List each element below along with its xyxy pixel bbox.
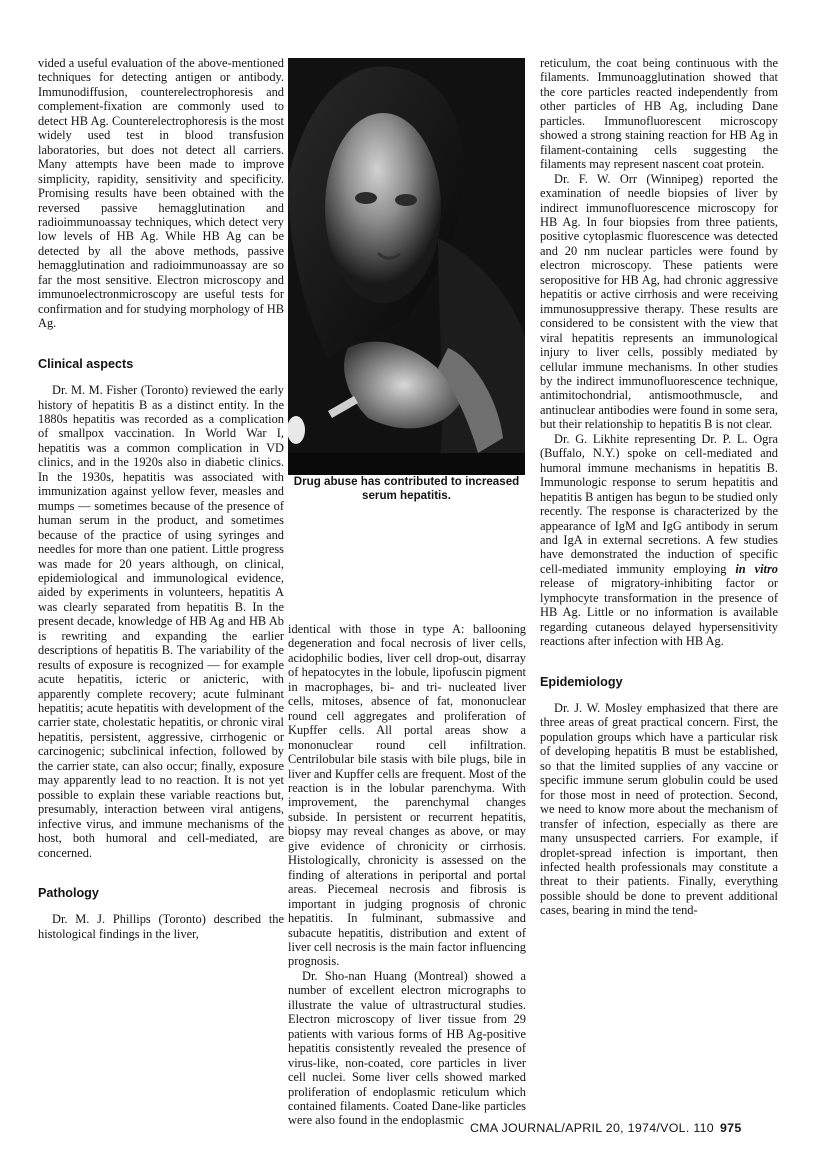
in-vitro-term: in vitro bbox=[735, 561, 778, 576]
page-footer bbox=[470, 1121, 800, 1135]
photograph-drug-abuse bbox=[288, 58, 525, 475]
heading-epidemiology: Epidemiology bbox=[540, 674, 623, 689]
column-right bbox=[540, 56, 778, 918]
photo-illustration bbox=[288, 58, 525, 475]
journal-citation: CMA JOURNAL/APRIL 20, 1974/VOL. 110 bbox=[470, 1121, 714, 1135]
page-number: 975 bbox=[719, 1121, 742, 1135]
paragraph-techniques: vided a useful evaluation of the above-mentioned techniques for detecting antigen or antibody. Immunodiffusion, counterelectrophoresis and complement-fixation are commonly used to detect HB Ag. Counterelectrophoresis is the most widely used test in blood transfusion laboratories, but does not detect all carriers. Many attempts have been made to improve simplicity, rapidity, sensitivity and specificity. Promising results have been obtained with the reversed passive hemagglutination and radioimmunoassay techniques, which detect very low levels of HB Ag. While HB Ag can be detected by all the above methods, passive hemagglutination and radioimmunoassay are so far the most sensitive. Electron microscopy and immunoelectronmicroscopy are useful tests for confirmation and for studying morphology of HB Ag. bbox=[38, 56, 284, 331]
paragraph-mosley: Dr. J. W. Mosley emphasized that there are three areas of great practical concern. First, the population groups which have a particular risk of developing hepatitis B must be established, so that the limited supplies of any vaccine or specific immune serum globulin could be used for those most in need of protection. Second, we need to know more about the mechanism of transfer of infection, especially as there are many unsuspected carriers. For example, if droplet-spread infection is important, then infected health professionals may constitute a threat to their patients. Finally, everything possible should be done to prevent additional cases, bearing in mind the tend- bbox=[540, 701, 778, 918]
paragraph-likhite bbox=[540, 432, 778, 649]
paragraph-orr: Dr. F. W. Orr (Winnipeg) reported the examination of needle biopsies of liver by indirect immunofluorescence microscopy for HB Ag. In four biopsies from three patients, positive cytoplasmic fluorescence was detected and 20 nm nuclear particles were found by electron microscopy. These patients were seropositive for HB Ag, had chronic aggressive hepatitis or active cirrhosis and were receiving immunosuppressive therapy. These results are considered to be consistent with the view that viral hepatitis represents an immunological injury to liver cells, possibly mediated by cellular immune mechanisms. In other studies by the indirect immunofluorescence technique, antimitochondrial, antismoothmuscle, and antinuclear antibodies were found in some sera, but their relationship to hepatitis B is not clear. bbox=[540, 171, 778, 432]
photo-caption: Drug abuse has contributed to increased serum hepatitis. bbox=[293, 475, 520, 502]
column-middle bbox=[288, 622, 526, 1128]
paragraph-huang: Dr. Sho-nan Huang (Montreal) showed a number of excellent electron micrographs to illustrate the value of ultrastructural studies. Electron microscopy of liver tissue from 29 patients with various forms of HB Ag-positive hepatitis consistently revealed the presence of virus-like, non-coated, core particles in liver cell nuclei. Some liver cells showed marked proliferation of endoplasmic reticulum which contained filaments. Coated Dane-like particles were also found in the endoplasmic bbox=[288, 968, 526, 1128]
paragraph-histology: identical with those in type A: ballooning degeneration and focal necrosis of liver cells, acidophilic bodies, liver cell drop-out, disarray of hepatocytes in the lobule, lipofuscin pigment in macrophages, bi- and tri- nucleated liver cells, mitoses, absence of fat, mononuclear round cell aggregates and proliferation of Kupffer cells. All portal areas show a mononuclear round cell infiltration. Centrilobular bile stasis with bile plugs, bile in liver and Kupffer cells are frequent. Most of the reaction is in the lobular parenchyma. With improvement, the parenchymal changes subside. In persistent or recurrent hepatitis, biopsy may reveal changes as above, or may give evidence of chronicity or cirrhosis. Histologically, chronicity is assessed on the finding of alterations in periportal and portal areas. Piecemeal necrosis and fibrosis is important in judging prognosis of chronic hepatitis. In fulminant, submassive and subacute hepatitis, distribution and extent of liver cell necrosis is the main factor influencing prognosis. bbox=[288, 622, 526, 969]
likhite-text-end: release of migratory-inhibiting factor or lymphocyte transformation in the presence of HB Ag. Little or no information is available regarding cutaneous delayed hypersensitivity reactions after infection with HB Ag. bbox=[540, 576, 778, 649]
paragraph-fisher: Dr. M. M. Fisher (Toronto) reviewed the early history of hepatitis B as a distinct entity. In the 1880s hepatitis was recorded as a complication of smallpox vaccination. In World War I, hepatitis was a common complication in VD clinics, and in the 1920s also in diabetic clinics. In the 1930s, hepatitis was associated with immunization against yellow fever, measles and mumps — sometimes because of the presence of human serum in the product, and sometimes because of the practice of using syringes and needles for more than one patient. Little progress was made for 20 years although, on clinical, epidemiological and immunological evidence, aided by experiments in volunteers, hepatitis A was clearly separated from hepatitis B. In the present decade, knowledge of HB Ag and HB Ab is rewriting and expanding the earlier descriptions of hepatitis B. The variability of the results of exposure is recognized — for example acute hepatitis, icteric or anicteric, with apparently complete recovery; acute fulminant hepatitis; acute hepatitis with development of the carrier state, cholestatic hepatitis, or chronic viral hepatitis, persistent, aggressive, cirrhogenic or carcinogenic; subclinical infection, followed by the carrier state, can also occur; finally, exposure may apparently lead to no reaction. It is not yet possible to explain these variable reactions but, presumably, interaction between viral antigens, infective virus, and immune mechanisms of the host, both humoral and cell-mediated, are concerned. bbox=[38, 383, 284, 860]
heading-clinical-aspects: Clinical aspects bbox=[38, 356, 134, 371]
heading-pathology: Pathology bbox=[38, 886, 99, 901]
paragraph-phillips: Dr. M. J. Phillips (Toronto) described the histological findings in the liver, bbox=[38, 912, 284, 941]
column-left bbox=[38, 56, 284, 941]
likhite-text-start: Dr. G. Likhite representing Dr. P. L. Ogra (Buffalo, N.Y.) spoke on cell-mediated and humoral immune mechanisms in hepatitis B. Immunologic response to serum hepatitis and hepatitis B antigen has begun to be studied only recently. The response is characterized by the appearance of IgM and IgG antibody in serum and IgA in external secretions. A few studies have demonstrated the induction of specific cell-mediated immunity employing bbox=[540, 431, 778, 576]
paragraph-reticulum: reticulum, the coat being continuous with the filaments. Immunoagglutination showed that the core particles reacted independently from other particles of HB Ag, including Dane particles. Immunofluorescent microscopy showed a strong staining reaction for HB Ag in filament-containing cells suggesting the filaments may represent nascent coat protein. bbox=[540, 56, 778, 172]
